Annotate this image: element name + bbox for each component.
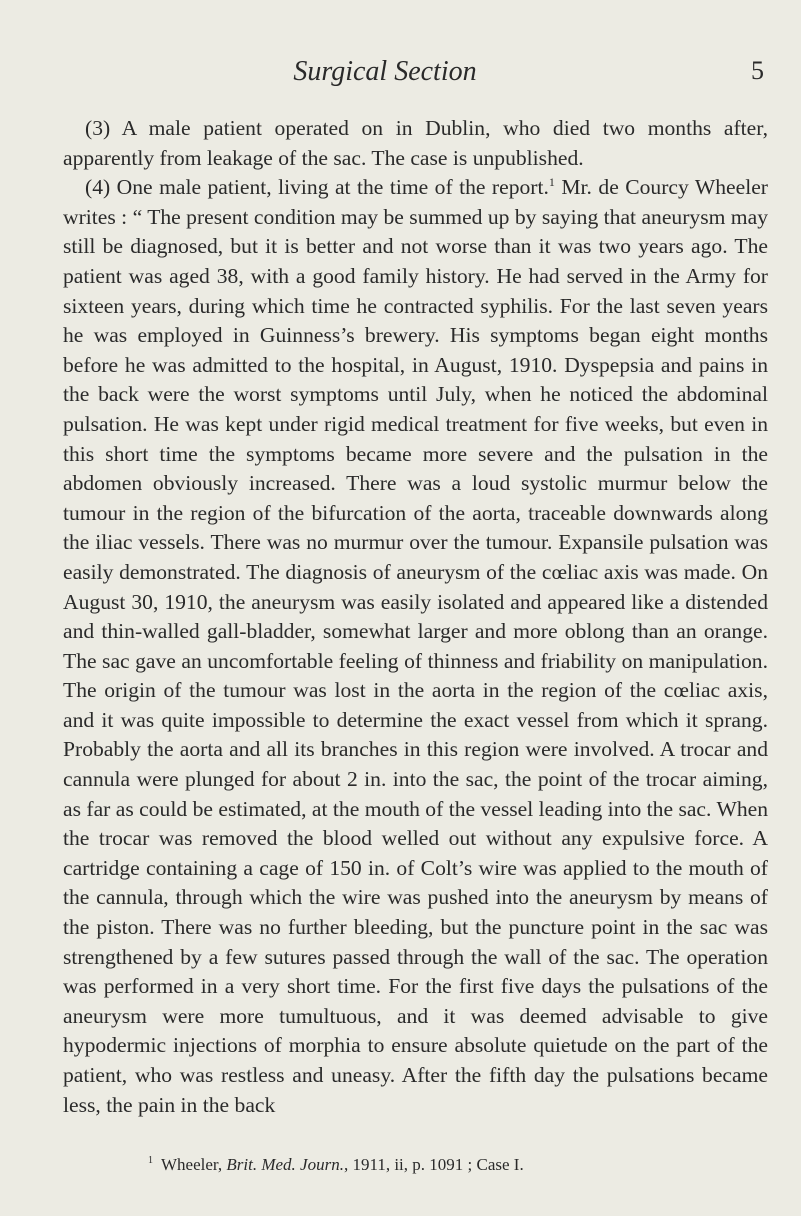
footnote [148,1155,524,1175]
paragraph-case-3: (3) A male patient operated on in Dublin, who died two months after, apparently from leakage of the sac. The case is unpublished. [63,116,768,170]
paragraph-case-4-body: Mr. de Courcy Wheeler writes : “ The present condition may be summed up by saying that aneurysm may still be diagnosed, but it is better and not worse than it was two years ago. The patient was aged 38, with a good family history. He had served in the Army for sixteen years, during which time he contracted syphilis. For the last seven years he was employed in Guinness’s brewery. His symptoms began eight months before he was admitted to the hospital, in August, 1910. Dyspepsia and pains in the back were the worst symptoms until July, when he noticed the abdominal pulsation. He was kept under rigid medical treatment for five weeks, but even in this short time the symptoms became more severe and the pulsation in the abdomen obviously increased. There was a loud systolic murmur below the tumour in the region of the bifurcation of the aorta, traceable downwards along the iliac vessels. There was no murmur over the tumour. Expansile pulsation was easily demonstrated. The diagnosis of aneurysm of the cœliac axis was made. On August 30, 1910, the aneurysm was easily isolated and appeared like a distended and thin-walled gall-bladder, somewhat larger and more oblong than an orange. The sac gave an uncomfortable feeling of thinness and friability on manipulation. The origin of the tumour was lost in the aorta in the region of the cœliac axis, and it was quite impossible to determine the exact vessel from which it sprang. Probably the aorta and all its branches in this region were involved. A trocar and cannula were plunged for about 2 in. into the sac, the point of the trocar aiming, as far as could be estimated, at the mouth of the vessel leading into the sac. When the trocar was removed the blood welled out without any expulsive force. A cartridge containing a cage of 150 in. of Colt’s wire was applied to the mouth of the cannula, through which the wire was pushed into the aneurysm by means of the piston. There was no further bleeding, but the puncture point in the sac was strengthened by a few sutures passed through the wall of the sac. The operation was performed in a very short time. For the first five days the pulsations of the aneurysm were more tumultuous, and it was deemed advisable to give hypodermic injections of morphia to ensure absolute quietude on the part of the patient, who was restless and uneasy. After the fifth day the pulsations became less, the pain in the back [63,175,768,1117]
footnote-author: Wheeler, [161,1155,227,1174]
footnote-citation: , 1911, ii, p. 1091 ; Case I. [343,1155,524,1174]
paragraph-case-4 [63,173,768,1120]
page-header [60,56,764,96]
paragraph-case-4-intro: (4) One male patient, living at the time of the report. [85,175,549,200]
running-title: Surgical Section [293,56,477,87]
body-text [63,114,768,1120]
footnote-mark: 1 [148,1155,153,1167]
footnote-journal: Brit. Med. Journ. [226,1155,344,1174]
page-number: 5 [751,56,764,85]
footnote-reference: 1 [548,175,555,189]
